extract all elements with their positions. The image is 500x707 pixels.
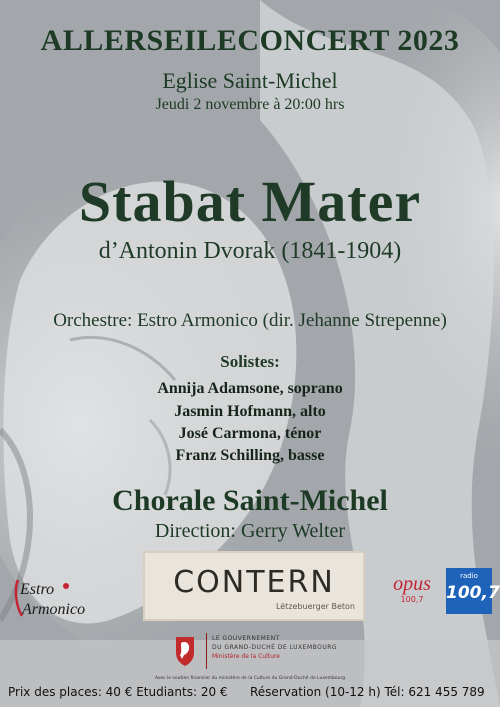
soloists-heading: Solistes:: [220, 352, 280, 371]
gov-line-2: DU GRAND-DUCHÉ DE LUXEMBOURG: [212, 644, 338, 651]
radio-frequency: 100,7: [446, 583, 500, 603]
lion-crest-icon: [170, 633, 200, 667]
gov-line-1: LE GOUVERNEMENT: [212, 635, 280, 642]
opus-radio-logo: [384, 573, 440, 613]
opus-frequency: 100,7: [400, 595, 424, 604]
gov-support-note: Avec le soutien financier du ministère de la Culture du Grand-Duché de Luxembourg: [154, 676, 346, 681]
reservation-info: Réservation (10-12 h) Tél: 621 455 789: [250, 685, 485, 699]
concert-date: Jeudi 2 novembre à 20:00 hrs: [155, 96, 345, 113]
orchestra: Orchestre: Estro Armonico (dir. Jehanne Strepenne): [53, 310, 447, 331]
svg-text:Armonico: Armonico: [22, 601, 86, 618]
soloist-bass: Franz Schilling, basse: [175, 447, 325, 464]
gov-divider: [206, 633, 207, 669]
contern-logo: [143, 551, 365, 621]
gov-ministry: Ministère de la Culture: [212, 653, 280, 660]
soloist-alto: Jasmin Hofmann, alto: [174, 403, 326, 420]
concert-title: ALLERSEILECONCERT 2023: [40, 24, 460, 57]
soloist-tenor: José Carmona, ténor: [178, 425, 322, 442]
radio-100-7-logo: [446, 568, 500, 614]
ticket-prices: Prix des places: 40 € Etudiants: 20 €: [8, 685, 228, 699]
svg-text:Estro: Estro: [20, 581, 55, 598]
contern-wordmark: CONTERN: [173, 565, 335, 600]
contern-tagline: Lëtzebuerger Beton: [275, 602, 355, 611]
composer: d’Antonin Dvorak (1841-1904): [98, 238, 402, 264]
opus-wordmark: opus: [393, 573, 431, 595]
estro-armonico-logo: [14, 576, 114, 622]
venue: Eglise Saint-Michel: [162, 68, 338, 93]
choir-direction: Direction: Gerry Welter: [154, 520, 346, 542]
government-logo: [170, 633, 360, 677]
choir-name: Chorale Saint-Michel: [112, 484, 388, 517]
radio-label: radio: [460, 572, 478, 580]
soloist-soprano: Annija Adamsone, soprano: [157, 380, 343, 397]
work-title: Stabat Mater: [78, 169, 422, 234]
